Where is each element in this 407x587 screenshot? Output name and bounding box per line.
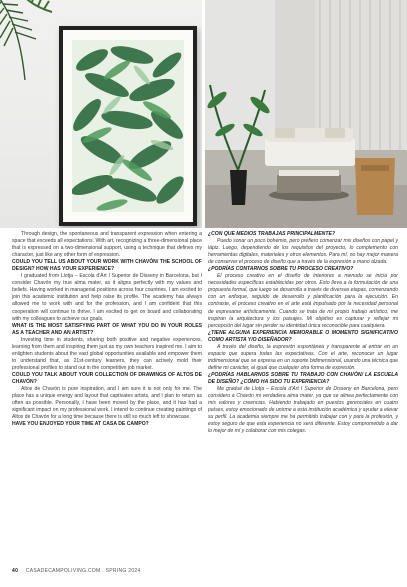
palm-leaf-decoration — [0, 0, 60, 82]
question-heading: ¿TIENE ALGUNA EXPERIENCIA MEMORABLE O MOMENTO SIGNIFICATIVO COMO ARTISTA Y/O DISEÑADOR? — [208, 329, 398, 343]
question-heading: COULD YOU TALK ABOUT YOUR COLLECTION OF DRAWINGS OF ALTOS DE CHAVÓN? — [12, 371, 202, 385]
question-heading: ¿PODRÍAS HABLARNOS SOBRE TU TRABAJO CON CHAVÓN/ LA ESCUELA DE DISEÑO? ¿CÓMO HA SIDO TU EXPERIENCIA? — [208, 371, 398, 385]
article-column-english — [12, 231, 202, 561]
living-room-scene — [205, 0, 407, 228]
page-footer — [12, 566, 141, 576]
frame-mat — [63, 30, 193, 222]
publication-name: CASADECAMPOLIVING.COM . SPRING 2024 — [25, 568, 141, 574]
paragraph: Through design, the spontaneous and transparent expression when entering a space that exceeds all expectations. With art, recognizing a three-dimensional place that is expressed on a two-dimensional support, using a technique that defines my character, just like any other form of expression. — [12, 231, 202, 259]
question-heading: ¿CON QUÉ MEDIOS TRABAJAS PRINCIPALMENTE? — [208, 231, 335, 237]
paragraph: Investing time in students, sharing both positive and negative experiences, learning from them and inspiring them just as my own teachers inspired me. I aim to enlighten students about the vast global opportunities available and empower them to understand that, as 21st-century learners, they can actively mold their professional profiles to stand out in the competitive job market. — [12, 336, 202, 371]
paragraph: A través del diseño, la expresión espontánea y transparente al entrar en un espacio que supera todas las expectativas. Con el arte, reconocer un lugar tridimensional que se expresa en un soporte bidimensional, usando una técnica que define mi carácter, al igual que cualquier otra forma de expresión. — [208, 343, 398, 371]
page-number: 40 — [12, 568, 19, 574]
picture-frame — [59, 26, 197, 226]
framed-artwork-photo — [0, 0, 202, 228]
interior-photo — [205, 0, 407, 228]
article-column-spanish — [208, 231, 398, 561]
question-heading: WHAT IS THE MOST SATISFYING PART OF WHAT YOU DO IN YOUR ROLES AS A TEACHER AND AN ARTIST? — [12, 322, 202, 336]
paragraph: Puedo sonar un poco bohemio, pero prefiero comenzar mis diseños con papel y lápiz. Luego, dependiendo de los requisitos del proyecto, lo complemento con herramientas digitales, materiales y otros elementos. Para mí, no hay mejor manera de conservar el proceso de diseño que a través de la expresión a mano alzada. — [208, 238, 398, 266]
question-heading: HAVE YOU ENJOYED YOUR TIME AT CASA DE CAMPO? — [12, 421, 149, 428]
tropical-plant-painting — [72, 40, 184, 212]
paragraph: Me gradué de Llotja – Escola d'Art I Superior de Disseny en Barcelona, pero considero a Chavón mi verdadera alma mater, ya que se alinea perfectamente con mis valores y creencias. Habiendo trabajado en puestos gerenciales en cuatro países, estoy emocionado de unirme a esta institución académica y ayudar a elevar su perfil. La academia siempre me ha permitido trabajar con y para la profesión, y estoy seguro de que esta experiencia no será diferente. Estoy comprometido a dar lo mejor de mí y colaborar con mis colegas. — [208, 386, 398, 435]
question-heading: COULD YOU TELL US ABOUT YOUR WORK WITH CHAVÓN/ THE SCHOOL OF DESIGN? HOW HAS YOUR EXPERIENCE? — [12, 259, 202, 273]
paragraph: I graduated from Llotja – Escola d'Art I Superior de Disseny in Barcelona, but I consider Chavón my true alma mater, as it aligns perfectly with my values and beliefs. Having worked in managerial positions across four countries, I am excited to join this academic institution and help raise its profile. The academy has always allowed me to work with and for the profession, and I am confident that this cooperation will continue to thrive. I am excited to get on board and collaborating with my colleagues to achieve our goals. — [12, 273, 202, 322]
paragraph: El proceso creativo en el diseño de interiores a menudo se inicia por necesidades específicas establecidas por otros. Esto lleva a la formulación de una propuesta formal, que luego se desarrolla a través de diversas etapas, comenzando con un enfoque, seguido de desarrollo y planificación para la ejecución. En contraste, el proceso creativo en el arte está impulsado por la necesidad personal de expresarse artísticamente. Cuando se trata de mi propio trabajo artístico, me inspiran la arquitectura y los paisajes. Mi objetivo es capturar y reflejar mi percepción del lugar sin perder su identidad única reconocible para cualquiera. — [208, 273, 398, 329]
paragraph: Altos de Chavón is pure inspiration, and I am sure it is not only for me. The place has a unique energy and layout that captivates artists, and I plan to return as often as possible. Personally, I have been moved by the place, and it has had a significant impact on my professional work. I intend to continue creating paintings of Altos de Chavón for a long time because there is still so much left to showcase. — [12, 386, 202, 421]
question-heading: ¿PODRÍAS CONTARNOS SOBRE TU PROCESO CREATIVO? — [208, 266, 354, 273]
